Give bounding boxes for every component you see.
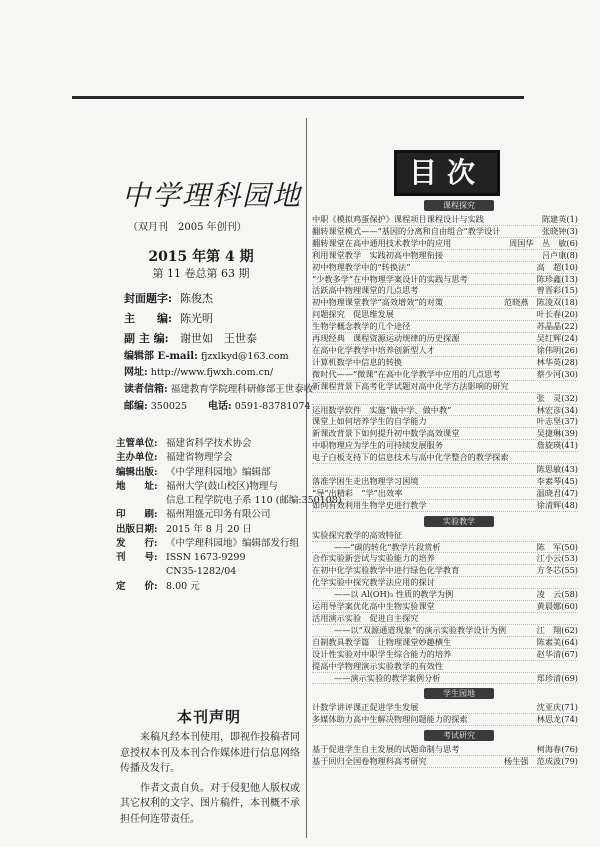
toc-entry[interactable] bbox=[312, 238, 578, 250]
reader-mail-label: 读者信箱: bbox=[124, 384, 168, 396]
toc-entry-author-page: 陈建英(1) bbox=[541, 214, 578, 224]
toc-entry[interactable] bbox=[312, 565, 578, 577]
top-rule bbox=[72, 96, 524, 99]
toc-entry-author-page: 凌 云(58) bbox=[536, 589, 578, 600]
reader-mail-value: 福建教育学院理科研修部王世泰收 bbox=[170, 384, 314, 396]
toc-entry-title: ——演示实验的教学案例分析 bbox=[334, 672, 441, 683]
column-divider bbox=[306, 118, 307, 838]
toc-entry[interactable] bbox=[312, 250, 578, 262]
phone-value: 0591-83781074 bbox=[234, 401, 311, 412]
toc-entry-title: 如何有效利用生物学史进行教学 bbox=[312, 499, 427, 510]
toc-entry-title: 初中物理教学中的“转换法” bbox=[312, 261, 411, 272]
table-of-contents bbox=[312, 150, 578, 768]
publication-value: 福建省科学技术协会 bbox=[166, 438, 252, 449]
publication-row bbox=[116, 551, 302, 565]
publication-value: 信息工程学院电子系 110 (邮编:350108) bbox=[166, 495, 342, 506]
toc-entry[interactable] bbox=[312, 625, 578, 637]
toc-entry-author-page: 柯海春(76) bbox=[536, 744, 578, 755]
toc-section-header: 考试研究 bbox=[424, 730, 494, 741]
toc-entry[interactable] bbox=[312, 673, 578, 685]
toc-entry[interactable] bbox=[312, 577, 578, 589]
toc-entry[interactable] bbox=[312, 452, 578, 464]
reader-mail-line bbox=[124, 383, 314, 397]
publication-label: 地 址: bbox=[116, 480, 158, 492]
toc-entry-author-page: 高 超(10) bbox=[536, 261, 578, 272]
publication-value: 2015 年 8 月 20 日 bbox=[166, 523, 252, 535]
credit-label: 封面题字: bbox=[124, 292, 173, 306]
toc-entry-author-page: 赵华清(67) bbox=[536, 648, 578, 659]
credit-label: 主 编: bbox=[124, 311, 173, 325]
toc-entry-title: 微时代——“微课”在高中化学教学中应用的几点思考 bbox=[312, 368, 501, 379]
toc-entry[interactable] bbox=[312, 226, 578, 238]
toc-entry-title: ——以“双源通道现象”的演示实验教学设计为例 bbox=[334, 624, 507, 635]
toc-entry-title: 新课改背景下如何提升初中数学高效课堂 bbox=[312, 428, 460, 439]
toc-entry[interactable] bbox=[312, 637, 578, 649]
toc-section-header: 实验教学 bbox=[424, 516, 494, 527]
toc-list bbox=[312, 702, 578, 726]
toc-entry-author-page: 林宏彦(34) bbox=[536, 404, 578, 415]
toc-entry[interactable] bbox=[312, 297, 578, 309]
toc-entry-title: 实验探究教学的高效特征 bbox=[312, 529, 403, 540]
publication-row bbox=[116, 494, 342, 508]
toc-entry-title: 课堂上如何培养学生的自学能力 bbox=[312, 416, 427, 427]
toc-entry-author-page: 陈珍鑫(13) bbox=[536, 273, 578, 284]
toc-entry[interactable] bbox=[312, 393, 578, 405]
volume-number: 第 11 卷总第 63 期 bbox=[152, 267, 250, 281]
toc-entry-title: 基于促进学生自主发展的试题命制与思考 bbox=[312, 744, 460, 755]
toc-entry-title: 利用课堂教学 实践初高中物理衔接 bbox=[312, 249, 444, 260]
toc-entry[interactable] bbox=[312, 488, 578, 500]
toc-entry-title: 运用导学案优化高中生物实验课堂 bbox=[312, 601, 435, 612]
website-value[interactable]: http://www.fjwxh.com.cn/ bbox=[150, 367, 274, 379]
toc-entry[interactable] bbox=[312, 661, 578, 673]
toc-sections bbox=[312, 200, 578, 768]
toc-entry-author-page: 林华英(28) bbox=[536, 356, 578, 367]
toc-entry-author-page: 张 灵(32) bbox=[536, 392, 578, 403]
toc-entry[interactable] bbox=[312, 601, 578, 613]
toc-entry-author-page: 李素琴(45) bbox=[536, 475, 578, 486]
publication-label bbox=[116, 565, 166, 579]
toc-entry-author-page: 曾晋彩(15) bbox=[536, 285, 578, 296]
toc-entry-title: 在初中化学实验教学中进行绿色化学教育 bbox=[312, 565, 460, 576]
toc-entry-author-page: 杨生强 范成波(79) bbox=[503, 756, 578, 767]
notice-body bbox=[120, 730, 302, 831]
masthead-block bbox=[116, 175, 314, 414]
toc-entry-author-page: 方冬芯(55) bbox=[536, 565, 578, 576]
toc-title: 目次 bbox=[394, 150, 500, 196]
toc-list bbox=[312, 214, 578, 512]
toc-entry[interactable] bbox=[312, 214, 578, 226]
toc-entry-title: 化学实验中探究教学法应用的探讨 bbox=[312, 577, 435, 588]
publication-row bbox=[116, 565, 302, 579]
publication-value: 8.00 元 bbox=[166, 580, 200, 592]
toc-entry-author-page: 郑珍清(69) bbox=[536, 672, 578, 683]
toc-entry-title: 运用数学软件 实施“做中学、做中教” bbox=[312, 404, 452, 415]
toc-list bbox=[312, 744, 578, 768]
toc-entry-title: 计数学讲评课正促进学生发展 bbox=[312, 702, 419, 713]
publication-row bbox=[116, 537, 302, 551]
toc-entry-author-page: 詹旋瑛(41) bbox=[536, 440, 578, 451]
toc-entry-title: 生物学概念教学的几个途径 bbox=[312, 321, 411, 332]
toc-entry-author-page: 周国华 丛 敏(6) bbox=[509, 237, 578, 248]
toc-entry-author-page: 吴捷琳(39) bbox=[536, 428, 578, 439]
toc-entry-author-page: 陈素美(64) bbox=[536, 636, 578, 647]
toc-entry-title: 电子白板支持下的信息技术与高中化学整合的教学探索 bbox=[312, 452, 509, 463]
toc-section-header: 课程探究 bbox=[424, 200, 494, 211]
toc-entry[interactable] bbox=[312, 756, 578, 768]
toc-entry-author-page: 沈亚庆(71) bbox=[536, 702, 578, 713]
toc-entry[interactable] bbox=[312, 440, 578, 452]
toc-entry[interactable] bbox=[312, 381, 578, 393]
toc-entry[interactable] bbox=[312, 542, 578, 554]
toc-entry-author-page: 徐伟明(26) bbox=[536, 344, 578, 355]
toc-entry-title: “导”出精彩 “学”出效率 bbox=[312, 487, 403, 498]
toc-entry[interactable] bbox=[312, 274, 578, 286]
publication-info bbox=[116, 437, 342, 594]
publication-value: 福州大学(鼓山校区)物理与 bbox=[166, 480, 278, 492]
toc-entry-title: 新课程背景下高考化学试题对高中化学方法影响的研究 bbox=[312, 380, 509, 391]
toc-entry[interactable] bbox=[312, 553, 578, 565]
publication-value: ISSN 1673-9299 bbox=[166, 552, 246, 563]
toc-entry-title: 合作实验新尝试与实验能力的培养 bbox=[312, 553, 435, 564]
toc-entry-title: 落准学困生走出物理学习困境 bbox=[312, 475, 419, 486]
notice-title: 本刊声明 bbox=[176, 708, 241, 726]
toc-entry-title: 自制教具教学篇 让物理课堂妙趣横生 bbox=[312, 636, 452, 647]
toc-entry-title: ——以 Al(OH)₃ 性质的教学为例 bbox=[334, 589, 454, 600]
toc-entry-author-page: 林思龙(74) bbox=[536, 714, 578, 725]
credit-row bbox=[124, 332, 302, 347]
toc-entry-title: 计算机数学中信息的转换 bbox=[312, 356, 403, 367]
website-label: 网址: bbox=[124, 367, 148, 379]
toc-entry[interactable] bbox=[312, 649, 578, 661]
toc-entry[interactable] bbox=[312, 428, 578, 440]
toc-entry-author-page: 张晓钟(3) bbox=[541, 225, 578, 236]
email-line bbox=[124, 350, 302, 364]
toc-entry-title: 初中物理课堂教学“高效增效”的对策 bbox=[312, 297, 444, 308]
toc-entry[interactable] bbox=[312, 416, 578, 428]
toc-entry-title: ——“碳的转化”教学片段赏析 bbox=[334, 541, 441, 552]
toc-entry-author-page: 黄晨娜(60) bbox=[536, 601, 578, 612]
postcode-value: 350025 bbox=[150, 401, 187, 412]
publication-row bbox=[116, 580, 302, 594]
toc-entry[interactable] bbox=[312, 702, 578, 714]
toc-entry-author-page: 叶长春(20) bbox=[536, 309, 578, 320]
toc-entry[interactable] bbox=[312, 744, 578, 756]
publication-label: 定 价: bbox=[116, 580, 158, 592]
publication-label: 主管单位: bbox=[116, 438, 158, 449]
publication-label: 主办单位: bbox=[116, 452, 158, 464]
publication-row bbox=[116, 437, 302, 451]
toc-entry-title: 基于回归全国卷物理科高考研究 bbox=[312, 756, 427, 767]
toc-entry-author-page: 江小云(53) bbox=[536, 553, 578, 564]
postcode-phone-line bbox=[124, 400, 311, 414]
toc-list bbox=[312, 530, 578, 685]
credit-label: 副 主 编: bbox=[124, 331, 169, 345]
toc-entry[interactable] bbox=[312, 262, 578, 274]
issue-number: 2015 年第 4 期 bbox=[148, 249, 254, 266]
credit-value: 谢世如 王世泰 bbox=[180, 331, 257, 345]
toc-entry[interactable] bbox=[312, 321, 578, 333]
publication-label: 出版日期: bbox=[116, 523, 158, 535]
publication-label: 刊 号: bbox=[116, 552, 158, 563]
toc-entry-author-page: 叶志坚(37) bbox=[536, 416, 578, 427]
postcode-label: 邮编: bbox=[124, 401, 148, 412]
toc-entry-author-page: 温晓君(47) bbox=[536, 487, 578, 498]
publication-row bbox=[116, 523, 302, 537]
toc-entry-author-page: 苏晶晶(22) bbox=[536, 321, 578, 332]
publication-label bbox=[116, 494, 166, 508]
publication-value: 《中学理科园地》编辑部发行组 bbox=[166, 537, 300, 549]
toc-entry-author-page: 蔡少河(30) bbox=[536, 368, 578, 379]
journal-masthead: 中学理科园地 bbox=[122, 179, 303, 212]
email-value[interactable]: fjzxlkyd@163.com bbox=[200, 350, 289, 362]
publication-value: 《中学理科园地》编辑部 bbox=[166, 466, 271, 478]
publication-label: 发 行: bbox=[116, 537, 158, 549]
publication-row bbox=[116, 508, 302, 522]
toc-entry[interactable] bbox=[312, 369, 578, 381]
toc-entry-title: 再现经典 课程资源运动规律的历史探源 bbox=[312, 333, 460, 344]
phone-label: 电话: bbox=[208, 401, 232, 412]
toc-entry[interactable] bbox=[312, 714, 578, 726]
toc-entry-title: 中职《模拟鸡蛋保护》课程项目课程设计与实践 bbox=[312, 214, 484, 224]
toc-entry-title: 中职物理应为学生的可持续发展服务 bbox=[312, 440, 444, 451]
toc-entry-title: 翻转课堂模式——“基因的分离和自由组合”教学设计 bbox=[312, 225, 501, 236]
toc-entry[interactable] bbox=[312, 357, 578, 369]
toc-entry-title: “少教多学”在中物理学案设计的实践与思考 bbox=[312, 273, 468, 284]
toc-entry[interactable] bbox=[312, 285, 578, 297]
toc-entry[interactable] bbox=[312, 345, 578, 357]
credits-list bbox=[116, 292, 302, 347]
toc-section-header: 学生园地 bbox=[424, 688, 494, 699]
publication-row bbox=[116, 466, 302, 480]
toc-entry[interactable] bbox=[312, 476, 578, 488]
toc-entry-title: 在高中化学教学中培养创新型人才 bbox=[312, 344, 435, 355]
toc-entry-title: 活用演示实验 促进自主探究 bbox=[312, 613, 419, 623]
toc-entry[interactable] bbox=[312, 309, 578, 321]
toc-entry[interactable] bbox=[312, 613, 578, 625]
credit-value: 陈光明 bbox=[180, 311, 213, 325]
toc-entry-author-page: 陈 军(50) bbox=[536, 541, 578, 552]
notice-paragraph: 来稿凡经本刊使用，即视作投稿者同意授权本刊及本刊合作媒体进行信息网络传播及发行。 bbox=[120, 732, 300, 774]
toc-entry-title: 多媒体助力高中生解决物理问题能力的探索 bbox=[312, 714, 468, 725]
credit-row bbox=[124, 312, 302, 327]
notice-paragraph: 作者文责自负。对于侵犯他人版权或其它权利的文字、图片稿件，本刊概不承担任何连带责任。 bbox=[120, 782, 300, 825]
toc-entry-author-page: 徐清辉(48) bbox=[536, 499, 578, 510]
toc-entry-title: 问题探究 促思维发展 bbox=[312, 309, 394, 320]
toc-entry-title: 翻转课堂在高中通用技术教学中的应用 bbox=[312, 237, 452, 248]
publication-value: 福建省物理学会 bbox=[166, 452, 233, 464]
credit-row bbox=[124, 292, 302, 307]
toc-entry[interactable] bbox=[312, 333, 578, 345]
publication-row bbox=[116, 480, 302, 494]
toc-entry[interactable] bbox=[312, 530, 578, 542]
publication-value: 福州翔盛元印务有限公司 bbox=[166, 509, 271, 521]
toc-entry[interactable] bbox=[312, 464, 578, 476]
toc-entry-title: 活跃高中物理课堂的几点思考 bbox=[312, 285, 419, 296]
email-label: 编辑部 E-mail: bbox=[124, 350, 198, 362]
toc-entry-title: 提高中学物理演示实验教学的有效性 bbox=[312, 660, 444, 671]
publication-value: CN35-1282/04 bbox=[166, 566, 237, 578]
toc-entry[interactable] bbox=[312, 500, 578, 512]
toc-entry-author-page: 吴红辉(24) bbox=[536, 333, 578, 344]
publication-row bbox=[116, 451, 302, 465]
website-line bbox=[124, 366, 302, 380]
toc-entry-author-page: 江 翔(62) bbox=[536, 624, 578, 635]
toc-entry[interactable] bbox=[312, 405, 578, 417]
toc-entry-author-page: 陈思敏(43) bbox=[536, 464, 578, 475]
publication-label: 编辑出版: bbox=[116, 466, 158, 478]
toc-entry-title: 设计性实验对中职学生综合能力的培养 bbox=[312, 648, 452, 659]
publication-label: 印 刷: bbox=[116, 509, 158, 521]
toc-entry-author-page: 范晓燕 陈凌双(18) bbox=[503, 297, 578, 308]
toc-entry-author-page: 吕卢康(8) bbox=[541, 249, 578, 260]
credit-value: 陈俊杰 bbox=[180, 292, 213, 306]
publication-frequency: （双月刊 2005 年创刊） bbox=[128, 221, 247, 233]
toc-entry[interactable] bbox=[312, 589, 578, 601]
